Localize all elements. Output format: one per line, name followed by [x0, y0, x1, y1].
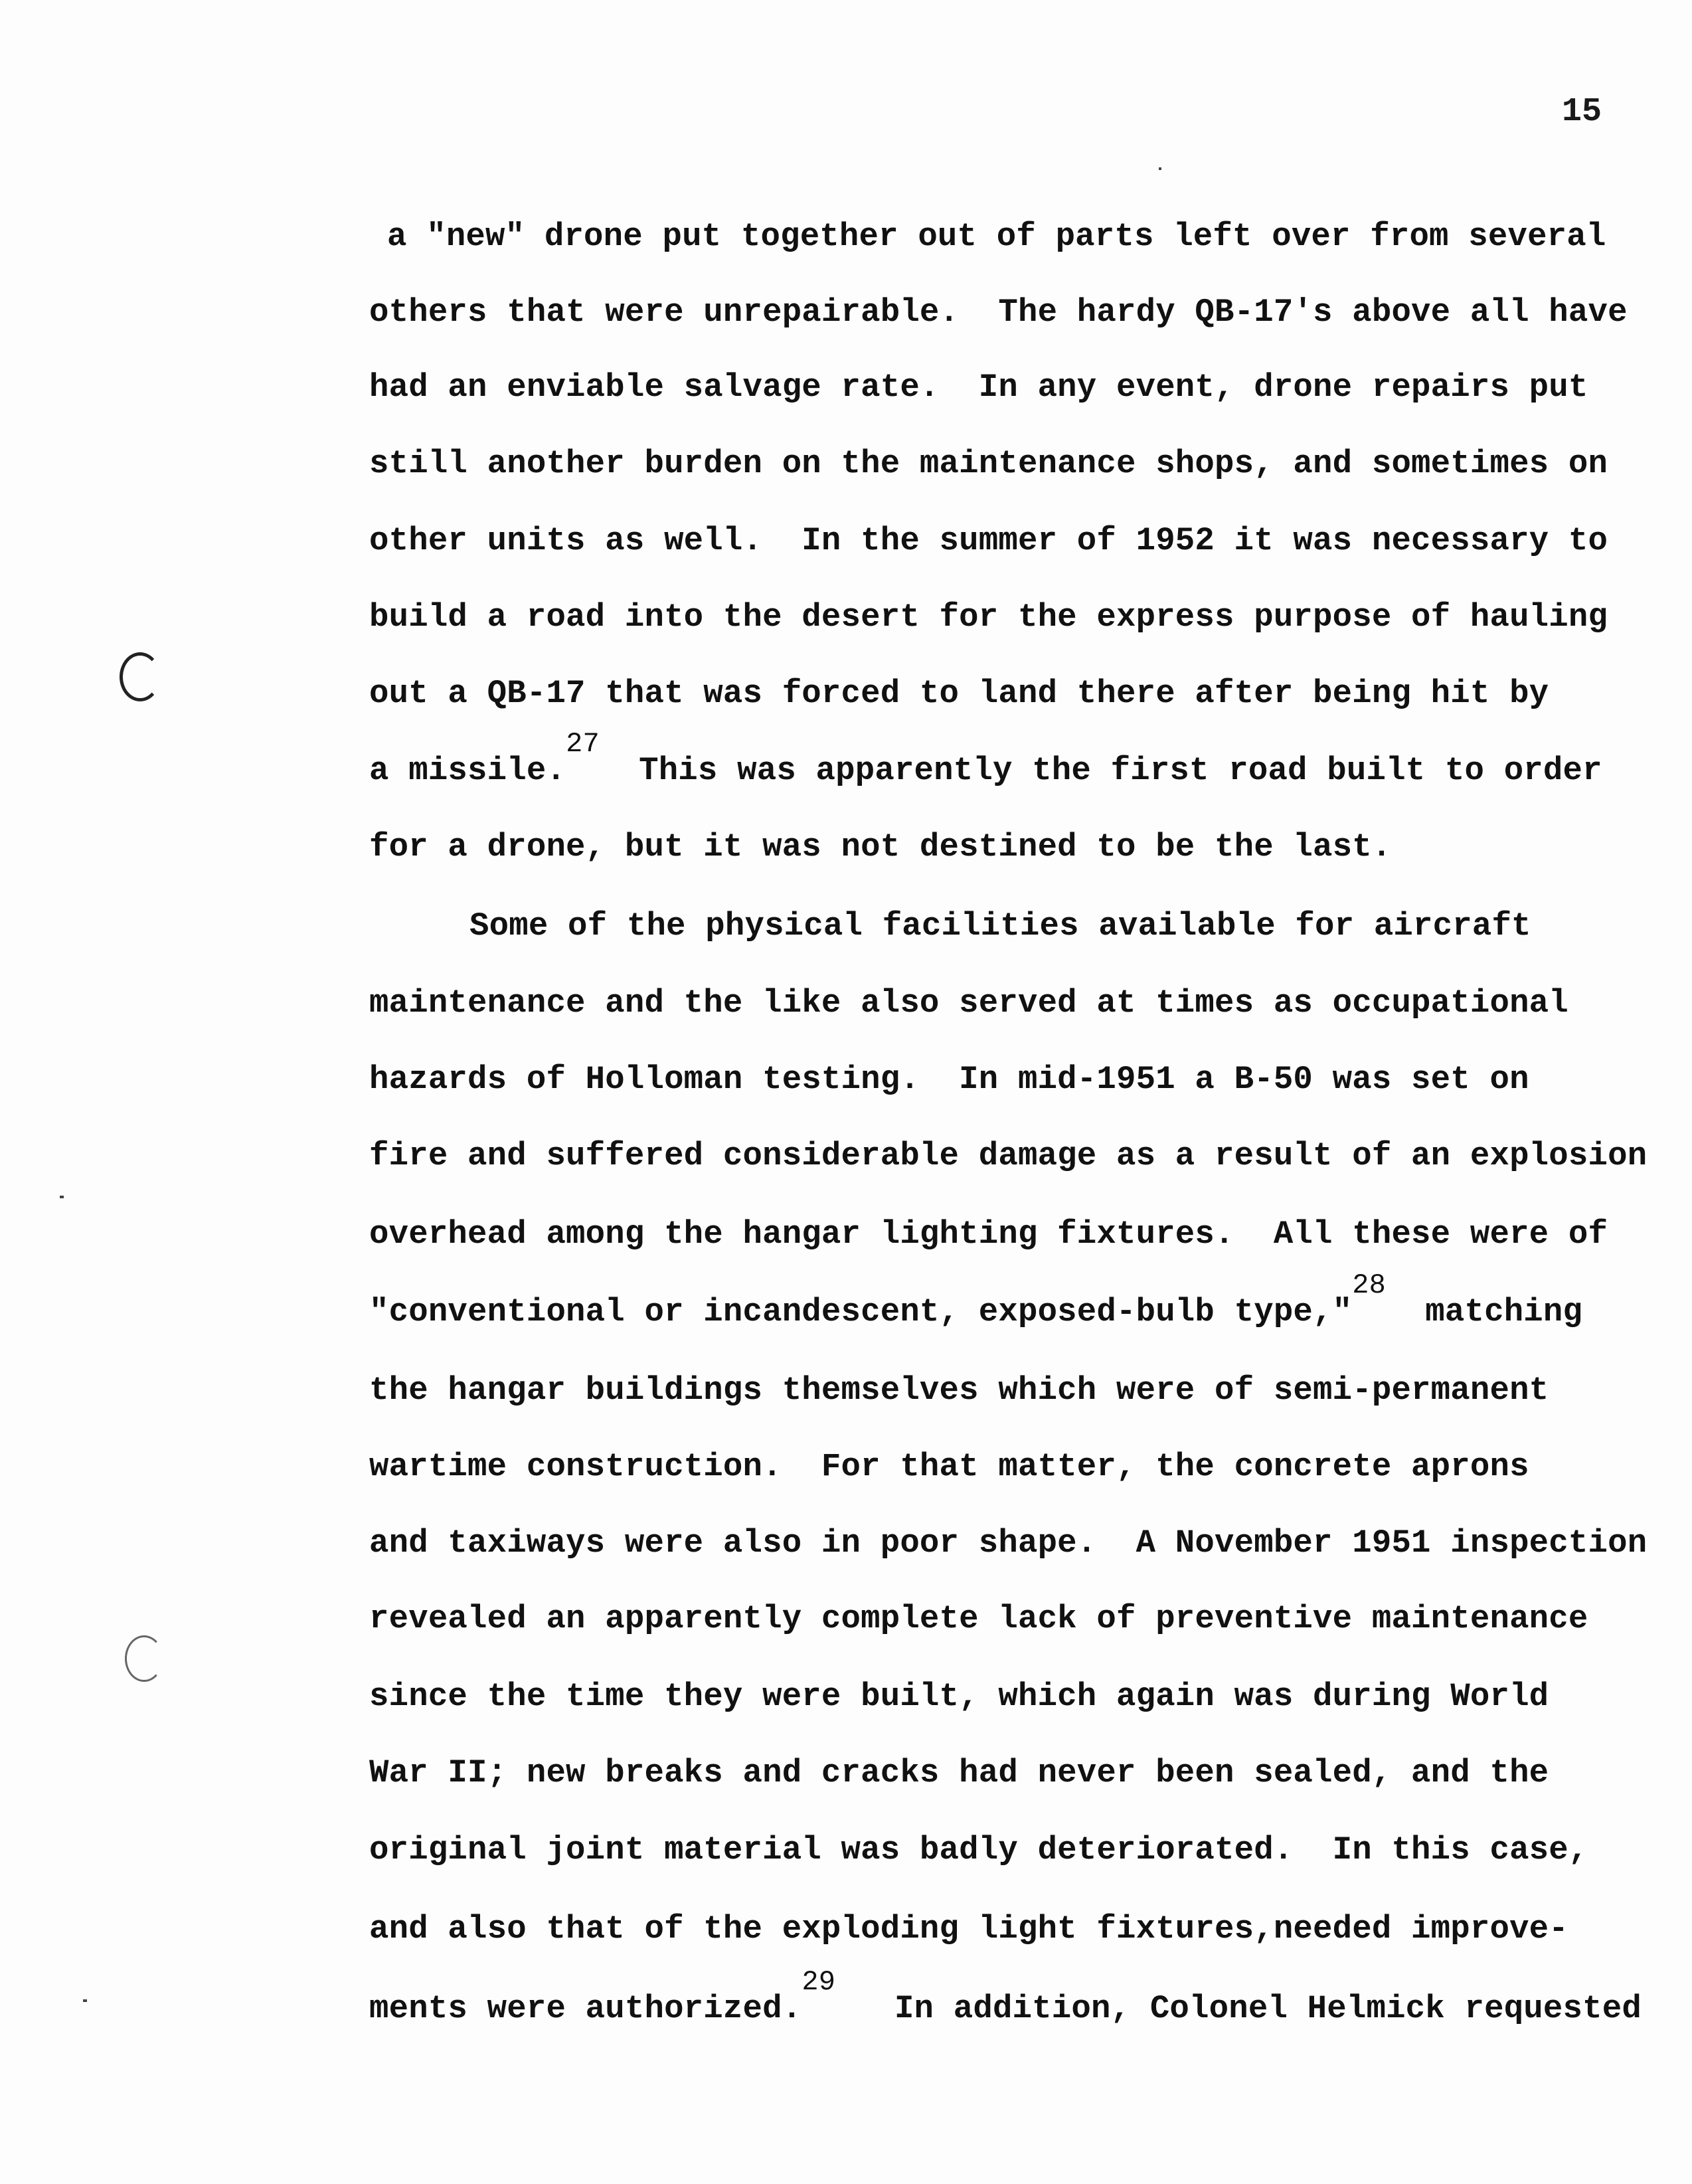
text-line — [369, 444, 1608, 484]
line-text-continued: This was apparently the first road built to order — [639, 752, 1602, 789]
text-line — [369, 1136, 1647, 1176]
line-text: others that were unrepairable. The hardy QB-17's above all have — [369, 294, 1628, 331]
footnote-reference: 27 — [566, 728, 600, 760]
scan-speck — [1159, 167, 1161, 170]
line-text: overhead among the hangar lighting fixtures. All these were of — [369, 1216, 1608, 1253]
line-text: ments were authorized. — [369, 1990, 802, 2027]
line-text: and also that of the exploding light fixtures,needed improve- — [369, 1910, 1568, 1948]
text-line — [369, 1214, 1608, 1254]
binder-hole-mark — [120, 652, 161, 701]
line-text: original joint material was badly deteriorated. In this case, — [369, 1831, 1588, 1868]
scan-speck — [83, 1999, 87, 2002]
line-text: Some of the physical facilities available for aircraft — [469, 907, 1531, 945]
line-text: and taxiways were also in poor shape. A November 1951 inspection — [369, 1524, 1648, 1562]
text-line — [369, 1370, 1549, 1410]
text-line — [369, 1523, 1647, 1563]
text-line — [369, 983, 1568, 1023]
text-line — [369, 292, 1628, 332]
text-line — [369, 1753, 1549, 1793]
page-number: 15 — [1562, 93, 1602, 131]
line-text: wartime construction. For that matter, the concrete aprons — [369, 1448, 1529, 1485]
line-text: for a drone, but it was not destined to be the last. — [369, 828, 1392, 865]
line-text-continued: matching — [1425, 1293, 1583, 1330]
line-text: a "new" drone put together out of parts left over from several — [387, 218, 1606, 255]
binder-hole-mark — [125, 1635, 163, 1682]
text-line — [369, 674, 1549, 713]
text-line — [469, 906, 1531, 946]
line-text: War II; new breaks and cracks had never been sealed, and the — [369, 1754, 1549, 1791]
line-text: maintenance and the like also served at times as occupational — [369, 984, 1568, 1022]
line-text: out a QB-17 that was forced to land there after being hit by — [369, 675, 1549, 712]
line-text: the hangar buildings themselves which were of semi-permanent — [369, 1372, 1549, 1409]
text-line — [369, 1966, 1642, 2030]
text-line — [369, 827, 1391, 867]
text-line — [369, 597, 1608, 637]
line-text: hazards of Holloman testing. In mid-1951 a B-50 was set on — [369, 1061, 1529, 1098]
text-line — [369, 367, 1588, 407]
scan-speck — [60, 1196, 64, 1198]
line-text: build a road into the desert for the express purpose of hauling — [369, 598, 1608, 636]
text-line — [369, 1059, 1529, 1099]
text-line — [369, 1269, 1583, 1333]
line-text: other units as well. In the summer of 1952 it was necessary to — [369, 522, 1608, 559]
line-text: since the time they were built, which again was during World — [369, 1678, 1549, 1715]
text-line — [369, 1447, 1529, 1487]
line-text: "conventional or incandescent, exposed-bulb type," — [369, 1293, 1353, 1330]
text-line — [369, 1677, 1549, 1716]
text-line — [369, 1830, 1588, 1870]
line-text: fire and suffered considerable damage as a result of an explosion — [369, 1137, 1648, 1174]
footnote-reference: 29 — [802, 1966, 836, 1998]
text-line — [369, 1599, 1588, 1639]
text-line — [369, 521, 1608, 561]
footnote-reference: 28 — [1352, 1269, 1387, 1301]
line-text: a missile. — [369, 752, 566, 789]
line-text: still another burden on the maintenance shops, and sometimes on — [369, 445, 1608, 482]
line-text: had an enviable salvage rate. In any event, drone repairs put — [369, 369, 1588, 406]
text-line — [387, 217, 1606, 256]
line-text-continued: In addition, Colonel Helmick requested — [894, 1990, 1642, 2027]
line-text: revealed an apparently complete lack of preventive maintenance — [369, 1600, 1588, 1637]
text-line — [369, 728, 1602, 792]
text-line — [369, 1909, 1568, 1949]
